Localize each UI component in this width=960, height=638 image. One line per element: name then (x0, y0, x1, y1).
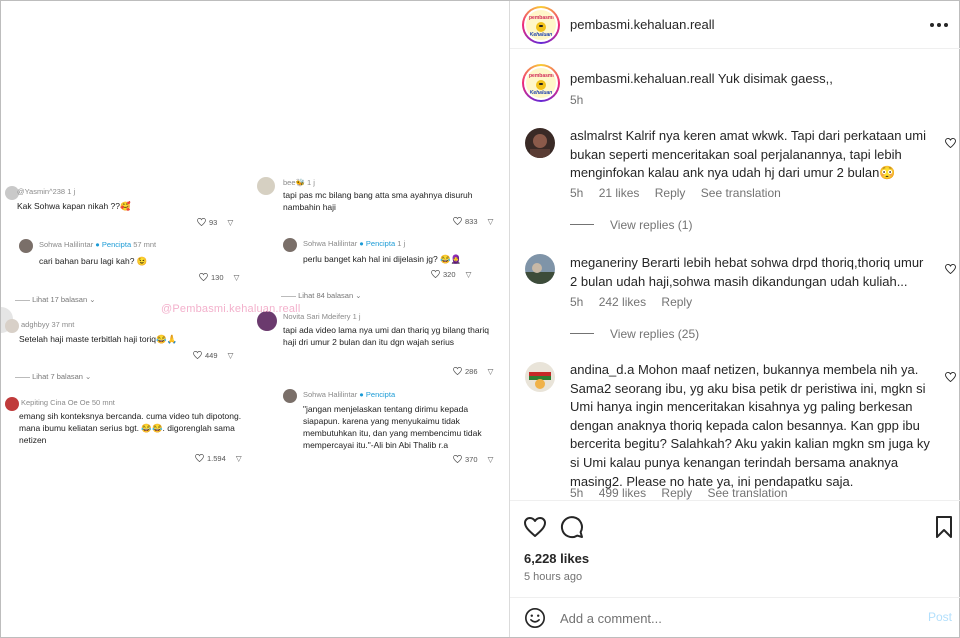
heart-icon (199, 273, 208, 281)
see-translation-button[interactable]: See translation (700, 186, 781, 200)
small-heart-icon[interactable] (945, 264, 956, 274)
small-heart-icon[interactable] (945, 372, 956, 382)
view-replies-button[interactable]: View replies (1) (570, 218, 692, 232)
post-header (510, 1, 960, 49)
dislike-icon: ▽ (227, 351, 234, 360)
post-time: 5 hours ago (524, 571, 583, 583)
avatar (5, 397, 19, 411)
small-heart-icon[interactable] (945, 138, 956, 148)
comment-text: perlu banget kah hal ini dijelasin jg? 😂🧕 (303, 254, 462, 264)
creator-badge: ● Pencipta (359, 239, 396, 248)
heart-icon (453, 217, 462, 225)
add-comment-bar (510, 597, 960, 637)
post-side-panel (509, 1, 959, 637)
comments-list[interactable] (510, 50, 960, 500)
brand-logo: pembasmi Kehaluan (526, 68, 556, 98)
reply-button[interactable]: Reply (661, 486, 693, 500)
profile-avatar[interactable] (522, 6, 560, 44)
media-comment: @Yasmin^238 1 j Kak Sohwa kapan nikah ??🥰 93 ▽ (5, 186, 250, 231)
comment (570, 127, 930, 183)
avatar[interactable] (525, 128, 555, 158)
dislike-icon: ▽ (227, 218, 234, 227)
dislike-icon: ▽ (233, 273, 240, 282)
comment-username[interactable]: meganeriny (570, 255, 638, 270)
heart-icon (453, 367, 462, 375)
header-username[interactable]: pembasmi.kehaluan.reall (570, 17, 715, 32)
comment-time: 5h (570, 486, 584, 500)
avatar[interactable] (525, 254, 555, 284)
see-translation-button[interactable]: See translation (707, 486, 788, 500)
comment-time: 5h (570, 295, 584, 309)
comment-text: Kalrif nya keren amat wkwk. Tapi dari perkataan umi bukan seperti menceritakan soal perjalanannya, tapi lebih menginfokan kalau ank nya udah hj dari umur 2 bulan😳 (570, 128, 926, 181)
comment-time: 5h (570, 186, 584, 200)
add-comment-input[interactable] (560, 609, 910, 627)
comment-text: Setelah haji maste terbitlah haji toriq😂🙏 (19, 334, 178, 344)
view-replies-link[interactable]: —— Lihat 7 balasan ⌄ (15, 372, 92, 381)
avatar (19, 239, 33, 253)
dislike-icon: ▽ (487, 217, 494, 226)
emoji-icon[interactable] (524, 607, 546, 629)
caption-text: Yuk disimak gaess,, (717, 71, 833, 86)
dislike-icon: ▽ (465, 270, 472, 279)
avatar (283, 389, 297, 403)
media-comment: Sohwa Halilintar ● Pencipta 1 j perlu banget kah hal ini dijelasin jg? 😂🧕 320 ▽ (283, 238, 503, 282)
media-comment: bee🐝 1 j tapi pas mc bilang bang atta sma ayahnya disuruh nambahin haji 833 ▽ (257, 177, 502, 229)
reply-button[interactable]: Reply (654, 186, 686, 200)
media-comment: adghbyy 37 mnt Setelah haji maste terbitlah haji toriq😂🙏 449 ▽ (5, 319, 250, 364)
heart-icon (453, 455, 462, 463)
creator-badge: ● Pencipta (359, 390, 396, 399)
bookmark-icon[interactable] (932, 515, 956, 539)
heart-icon[interactable] (523, 515, 547, 539)
avatar (283, 238, 297, 252)
caption-avatar[interactable] (522, 64, 560, 102)
more-options-icon[interactable] (930, 23, 950, 29)
caption-username[interactable]: pembasmi.kehaluan.reall (570, 71, 715, 86)
comment-text: cari bahan baru lagi kah? 😉 (39, 256, 148, 266)
comment-text: Berarti lebih hebat sohwa drpd thoriq,thoriq umur 2 bulan udah haji,sohwa masih dikandungan udah kuliah... (570, 255, 924, 289)
heart-icon (195, 454, 204, 462)
comment-likes[interactable]: 242 likes (598, 295, 647, 309)
heart-icon (193, 351, 202, 359)
heart-icon (431, 270, 440, 278)
post-media[interactable] (1, 1, 509, 637)
avatar (5, 319, 19, 333)
comment-likes[interactable]: 499 likes (598, 486, 647, 500)
media-comment: Kepiting Cina Oe Oe 50 mnt emang sih konteksnya bercanda. cuma video tuh dipotong. mana ibumu keliatan serius bgt. 😂😂. digorenglah sama netizen 1.594 ▽ (5, 397, 250, 467)
comment-text: emang sih konteksnya bercanda. cuma video tuh dipotong. mana ibumu keliatan serius bgt. 😂😂. digorenglah sama netizen (19, 411, 242, 445)
reply-button[interactable]: Reply (661, 295, 693, 309)
dislike-icon: ▽ (487, 455, 494, 464)
avatar (257, 177, 275, 195)
watermark-text: @Pembasmi.kehaluan.reall (161, 303, 301, 315)
comment-icon[interactable] (560, 515, 584, 539)
heart-icon (197, 218, 206, 226)
view-replies-button[interactable]: View replies (25) (570, 327, 699, 341)
comment (570, 361, 930, 491)
brand-logo: pembasmi Kehaluan (526, 10, 556, 40)
post-button[interactable]: Post (928, 610, 953, 624)
post-actions (510, 500, 960, 597)
media-comment: Sohwa Halilintar ● Pencipta 57 mnt cari bahan baru lagi kah? 😉 130 ▽ (19, 239, 251, 284)
comment-text: tapi ada video lama nya umi dan thariq yg bilang thariq haji dri umur 2 bulan dan itu dgn wajah serius (283, 325, 490, 347)
caption (570, 70, 930, 89)
dislike-icon: ▽ (487, 367, 494, 376)
comment-text: "jangan menjelaskan tentang dirimu kepada siapapun. karena yang menyukaimu tidak membutuhkan itu, dan yang membencimu tidak mempercayai itu."-Ali bin Abi Thalib r.a (303, 404, 482, 450)
comment-text: tapi pas mc bilang bang atta sma ayahnya disuruh nambahin haji (283, 190, 473, 212)
comment-text: Kak Sohwa kapan nikah ??🥰 (17, 201, 131, 211)
view-replies-link[interactable]: —— Lihat 84 balasan ⌄ (281, 291, 362, 300)
caption-time: 5h (570, 93, 584, 107)
comment (570, 254, 930, 291)
media-comment: Novita Sari Mdeifery 1 j tapi ada video lama nya umi dan thariq yg bilang thariq haji dri umur 2 bulan dan itu dgn wajah serius 286 ▽ (257, 311, 502, 377)
media-comment: Sohwa Halilintar ● Pencipta "jangan menjelaskan tentang dirimu kepada siapapun. karena yang menyukaimu tidak membutuhkan itu, dan yang membencimu tidak mempercayai itu."-Ali bin Abi Thalib r.a 370 ▽ (283, 389, 503, 467)
comment-username[interactable]: aslmalrst (570, 128, 623, 143)
creator-badge: ● Pencipta (95, 240, 132, 249)
dislike-icon: ▽ (235, 454, 242, 463)
comment-likes[interactable]: 21 likes (598, 186, 640, 200)
likes-count[interactable]: 6,228 likes (524, 551, 590, 566)
commenter-name: @Yasmin^238 (17, 187, 66, 196)
comment-text: Mohon maaf netizen, bukannya membela nih ya. Sama2 seorang ibu, yg aku bisa petik dr peristiwa ini, mgkn si Umi hanya ingin menceritakan kisahnya yg paling berkesan dengan anaknya thoriq kepada calon besannya. Kan gpp ibu bercerita begitu? Salahkah? Aku yakin kalian mgkn sm juga ky si Umi kalau punya kenangan terindah bersama anaknya masing2. Please no hate ya, ini pendapatku saja. (570, 362, 930, 489)
avatar[interactable] (525, 362, 555, 392)
comment-username[interactable]: andina_d.a (570, 362, 635, 377)
view-replies-link[interactable]: —— Lihat 17 balasan ⌄ (15, 295, 96, 304)
